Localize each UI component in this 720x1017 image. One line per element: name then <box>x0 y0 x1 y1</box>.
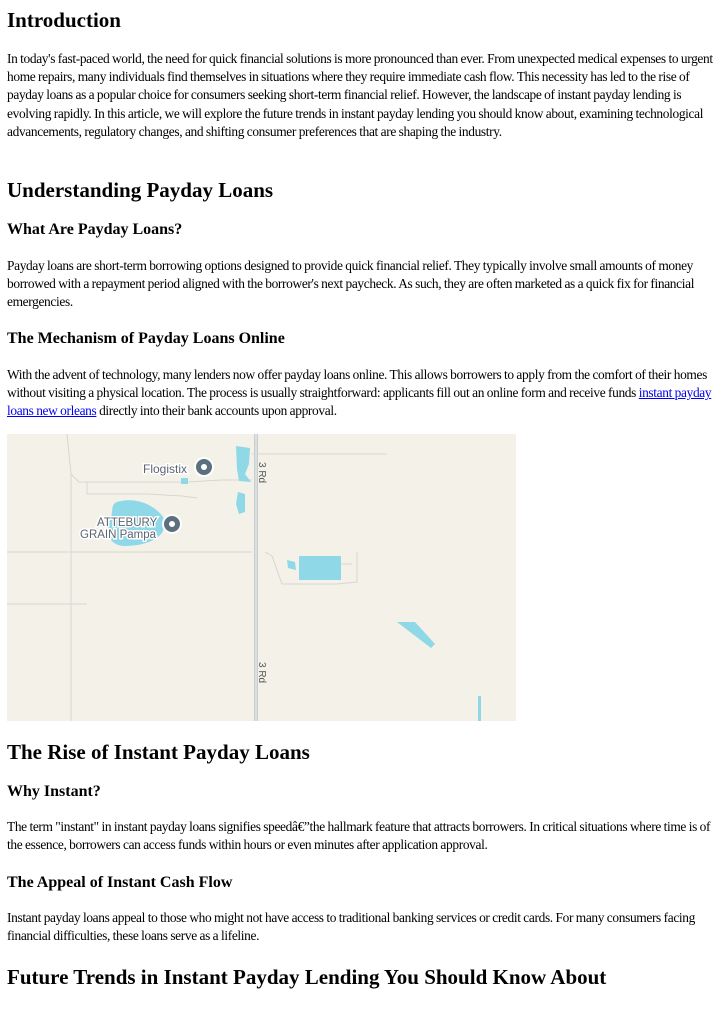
place-label-attebury-line1[interactable]: ATTEBURY <box>97 517 158 529</box>
mechanism-paragraph <box>7 366 714 421</box>
why-instant-heading: Why Instant? <box>7 783 101 800</box>
appeal-paragraph: Instant payday loans appeal to those who might not have access to traditional banking services or credit cards. For many consumers facing financial difficulties, these loans serve as a lifeline. <box>7 910 695 944</box>
rise-heading: The Rise of Instant Payday Loans <box>7 740 310 764</box>
place-label-attebury-line2[interactable]: GRAIN Pampa <box>80 529 157 541</box>
mechanism-text-before: With the advent of technology, many lenders now offer payday loans online. This allows borrowers to apply from the comfort of their homes without visiting a physical location. The process is usually straightforward: applicants fill out an online form and receive funds <box>7 367 707 401</box>
mechanism-text-after: directly into their bank accounts upon approval. <box>96 403 337 419</box>
what-are-payday-loans-paragraph: Payday loans are short-term borrowing options designed to provide quick financial relief. They typically involve small amounts of money borrowed with a repayment period aligned with the borrower's next paycheck. As such, they are often marketed as a quick fix for financial emergencies. <box>7 258 695 310</box>
introduction-paragraph: In today's fast-paced world, the need for quick financial solutions is more pronounced than ever. From unexpected medical expenses to urgent home repairs, many individuals find themselves in situations where they require immediate cash flow. This necessity has led to the rise of payday loans as a popular choice for consumers seeking short-term financial relief. However, the landscape of instant payday lending is evolving rapidly. In this article, we will explore the future trends in instant payday lending you should know about, examining technological advancements, regulatory changes, and shifting consumer preferences that are shaping the industry. <box>7 51 713 139</box>
appeal-heading: The Appeal of Instant Cash Flow <box>7 874 233 891</box>
why-instant-paragraph: The term "instant" in instant payday loans signifies speedâ€”the hallmark feature that attracts borrowers. In critical situations where time is of the essence, borrowers can access funds within hours or even minutes after application approval. <box>7 819 711 853</box>
mechanism-heading: The Mechanism of Payday Loans Online <box>7 330 285 347</box>
place-label-flogistix[interactable]: Flogistix <box>143 462 188 476</box>
road-label-north: 3 Rd <box>256 462 267 484</box>
embedded-map[interactable] <box>7 434 516 721</box>
map-marker-icon[interactable] <box>194 457 214 477</box>
future-trends-heading: Future Trends in Instant Payday Lending You Should Know About <box>7 965 607 989</box>
introduction-heading: Introduction <box>7 8 121 32</box>
instant-payday-loans-link[interactable]: instant payday loans new orleans <box>7 385 712 419</box>
what-are-payday-loans-heading: What Are Payday Loans? <box>7 221 183 238</box>
road-label-south: 3 Rd <box>256 662 267 684</box>
map-marker-icon[interactable] <box>162 514 182 534</box>
understanding-heading: Understanding Payday Loans <box>7 178 274 202</box>
